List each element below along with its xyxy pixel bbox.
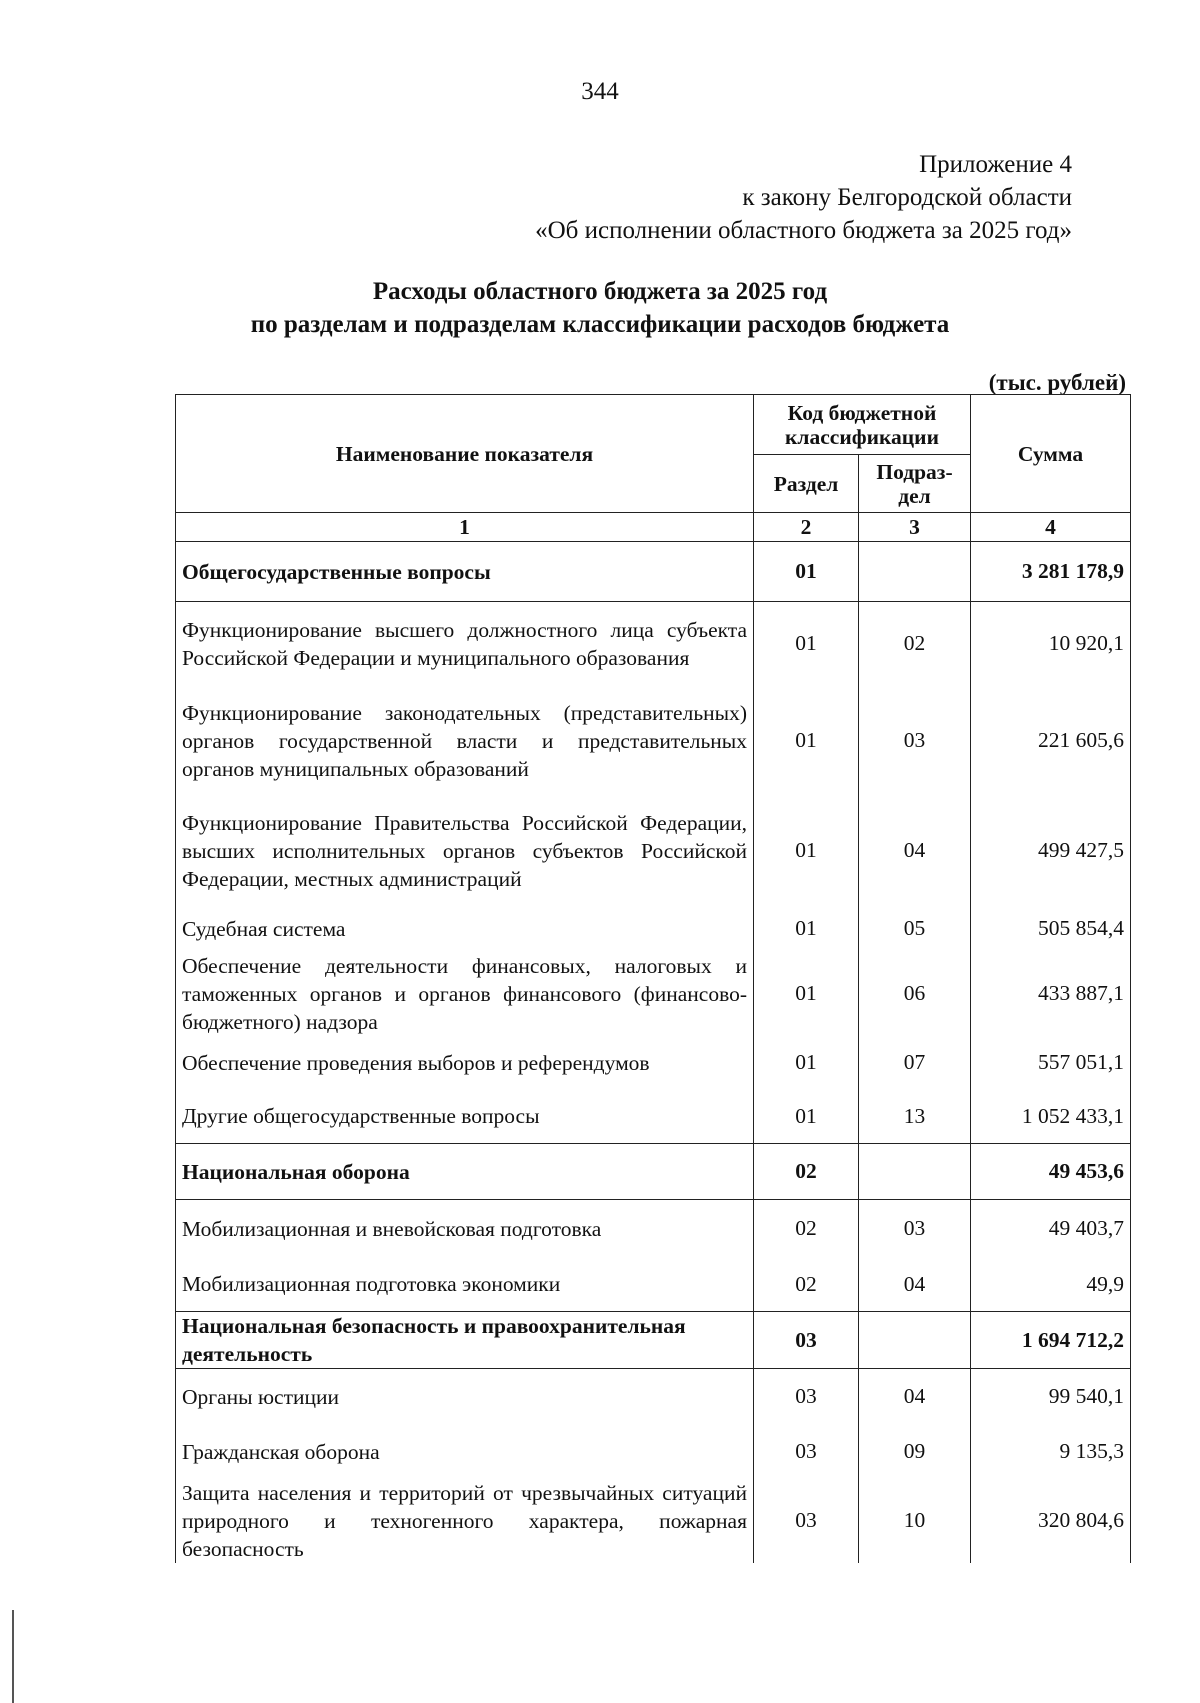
table-row [176,686,1131,796]
row-subsection-code: 05 [859,906,971,952]
row-sum: 3 281 178,9 [971,542,1131,602]
row-sum: 499 427,5 [971,796,1131,906]
appendix-line: Приложение 4 [919,151,1072,178]
row-subsection-code: 02 [859,602,971,686]
appendix-header [535,148,1072,247]
row-subsection-code: 09 [859,1425,971,1479]
row-name: Мобилизационная и вневойсковая подготовка [176,1200,754,1258]
row-subsection-code: 10 [859,1479,971,1563]
row-name: Другие общегосударственные вопросы [176,1090,754,1144]
row-subsection-code: 13 [859,1090,971,1144]
units-label: (тыс. рублей) [988,370,1126,395]
row-subsection-code: 03 [859,686,971,796]
appendix-line: «Об исполнении областного бюджета за 2025 год» [535,217,1072,244]
header-code-group: Код бюджетной классификации [754,395,971,455]
scan-edge-mark [12,1610,14,1703]
row-name: Общегосударственные вопросы [176,542,754,602]
row-sum: 49,9 [971,1258,1131,1312]
row-section-code: 03 [754,1479,859,1563]
row-subsection-code: 04 [859,1369,971,1425]
row-section-code: 01 [754,1036,859,1090]
table-row [176,1258,1131,1312]
table-row [176,1425,1131,1479]
section-row [176,1144,1131,1200]
row-sum: 10 920,1 [971,602,1131,686]
row-name: Функционирование высшего должностного лица субъекта Российской Федерации и муниципального образования [176,602,754,686]
row-section-code: 01 [754,952,859,1036]
row-section-code: 03 [754,1425,859,1479]
row-sum: 49 453,6 [971,1144,1131,1200]
row-subsection-code: 07 [859,1036,971,1090]
row-name: Национальная безопасность и правоохранительная деятельность [176,1312,754,1369]
row-sum: 433 887,1 [971,952,1131,1036]
header-subsection: Подраз-дел [859,455,971,513]
row-subsection-code [859,1312,971,1369]
table-row [176,602,1131,686]
row-name: Функционирование законодательных (представительных) органов государственной власти и представительных органов муниципальных образований [176,686,754,796]
document-title [0,275,1200,341]
row-name: Обеспечение проведения выборов и референдумов [176,1036,754,1090]
table-row [176,952,1131,1036]
row-sum: 1 694 712,2 [971,1312,1131,1369]
table-row [176,1479,1131,1563]
budget-table [175,394,1131,1563]
section-row [176,1312,1131,1369]
table-row [176,1090,1131,1144]
row-name: Органы юстиции [176,1369,754,1425]
row-section-code: 01 [754,906,859,952]
row-sum: 99 540,1 [971,1369,1131,1425]
row-section-code: 02 [754,1258,859,1312]
row-sum: 49 403,7 [971,1200,1131,1258]
row-name: Защита населения и территорий от чрезвычайных ситуаций природного и техногенного характера, пожарная безопасность [176,1479,754,1563]
row-section-code: 01 [754,602,859,686]
table-row [176,796,1131,906]
table-row [176,1200,1131,1258]
table-row [176,1369,1131,1425]
column-number: 2 [754,513,859,542]
row-section-code: 01 [754,686,859,796]
title-line: по разделам и подразделам классификации расходов бюджета [250,311,950,338]
row-name: Функционирование Правительства Российской Федерации, высших исполнительных органов субъектов Российской Федерации, местных администраций [176,796,754,906]
row-section-code: 01 [754,542,859,602]
row-section-code: 01 [754,796,859,906]
row-section-code: 03 [754,1369,859,1425]
row-sum: 557 051,1 [971,1036,1131,1090]
row-subsection-code [859,542,971,602]
row-subsection-code: 06 [859,952,971,1036]
row-name: Гражданская оборона [176,1425,754,1479]
row-sum: 505 854,4 [971,906,1131,952]
table-row [176,1036,1131,1090]
row-sum: 1 052 433,1 [971,1090,1131,1144]
row-subsection-code [859,1144,971,1200]
header-sum: Сумма [971,395,1131,513]
column-number: 3 [859,513,971,542]
header-section: Раздел [754,455,859,513]
appendix-line: к закону Белгородской области [742,184,1072,211]
header-name: Наименование показателя [176,395,754,513]
row-section-code: 01 [754,1090,859,1144]
row-section-code: 03 [754,1312,859,1369]
table-row [176,906,1131,952]
row-name: Мобилизационная подготовка экономики [176,1258,754,1312]
column-number: 1 [176,513,754,542]
row-section-code: 02 [754,1200,859,1258]
row-sum: 320 804,6 [971,1479,1131,1563]
page-number: 344 [581,78,619,105]
row-subsection-code: 04 [859,796,971,906]
row-name: Обеспечение деятельности финансовых, налоговых и таможенных органов и органов финансового (финансово-бюджетного) надзора [176,952,754,1036]
row-sum: 9 135,3 [971,1425,1131,1479]
column-number: 4 [971,513,1131,542]
title-line: Расходы областного бюджета за 2025 год [372,278,828,305]
row-sum: 221 605,6 [971,686,1131,796]
section-row [176,542,1131,602]
row-subsection-code: 04 [859,1258,971,1312]
row-name: Национальная оборона [176,1144,754,1200]
row-name: Судебная система [176,906,754,952]
row-subsection-code: 03 [859,1200,971,1258]
row-section-code: 02 [754,1144,859,1200]
